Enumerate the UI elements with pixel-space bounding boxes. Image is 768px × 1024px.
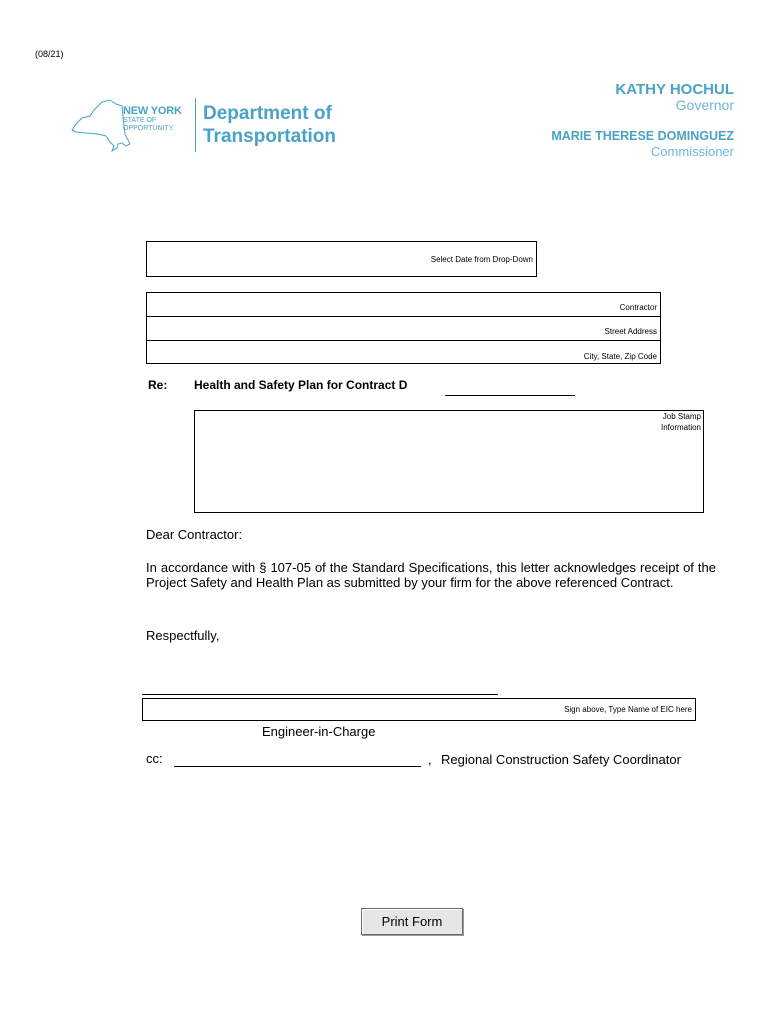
engineer-in-charge-label: Engineer-in-Charge	[262, 724, 376, 739]
street-address-field[interactable]	[147, 317, 660, 341]
nys-wordmark-line3: OPPORTUNITY.	[123, 125, 175, 132]
re-subject: Health and Safety Plan for Contract D	[194, 378, 408, 392]
signature-line	[142, 694, 498, 695]
eic-name-field[interactable]	[142, 698, 696, 721]
cc-comma: ,	[428, 752, 432, 767]
department-name-line1: Department of	[203, 103, 332, 124]
eic-name-hint: Sign above, Type Name of EIC here	[564, 705, 692, 714]
salutation: Dear Contractor:	[146, 527, 243, 542]
department-name	[203, 102, 336, 148]
letter-body: In accordance with § 107-05 of the Standard Specifications, this letter acknowledges receipt of the Project Safety and Health Plan as submitted by your firm for the above referenced Contract.	[146, 560, 716, 590]
nys-wordmark	[123, 105, 193, 133]
cc-label: cc:	[146, 751, 163, 766]
street-address-hint: Street Address	[604, 327, 657, 336]
date-select-hint: Select Date from Drop-Down	[430, 255, 533, 264]
officials-block	[551, 81, 734, 159]
nys-wordmark-line1: NEW YORK	[123, 105, 182, 117]
cc-name-field[interactable]	[174, 752, 421, 767]
city-state-zip-hint: City, State, Zip Code	[583, 352, 657, 361]
contractor-field[interactable]	[147, 293, 660, 317]
date-select-field[interactable]	[146, 241, 537, 277]
department-name-line2: Transportation	[203, 126, 337, 147]
governor-name: KATHY HOCHUL	[615, 81, 734, 98]
cc-role: Regional Construction Safety Coordinator	[441, 752, 681, 767]
logo-divider	[195, 98, 196, 152]
commissioner-title: Commissioner	[650, 144, 734, 159]
city-state-zip-field[interactable]	[147, 341, 660, 365]
commissioner-name: MARIE THERESE DOMINGUEZ	[551, 129, 734, 143]
job-stamp-hint: Job Stamp Information	[660, 412, 701, 432]
re-label: Re:	[148, 378, 168, 392]
governor-title: Governor	[675, 97, 734, 113]
job-stamp-field[interactable]	[194, 410, 704, 513]
closing: Respectfully,	[146, 628, 220, 643]
address-block	[146, 292, 661, 364]
nys-wordmark-line2: STATE OF	[123, 117, 157, 124]
print-form-button[interactable]: Print Form	[361, 908, 463, 935]
contract-number-field[interactable]	[445, 381, 575, 396]
form-revision-code: (08/21)	[35, 49, 64, 59]
contractor-hint: Contractor	[619, 303, 657, 312]
